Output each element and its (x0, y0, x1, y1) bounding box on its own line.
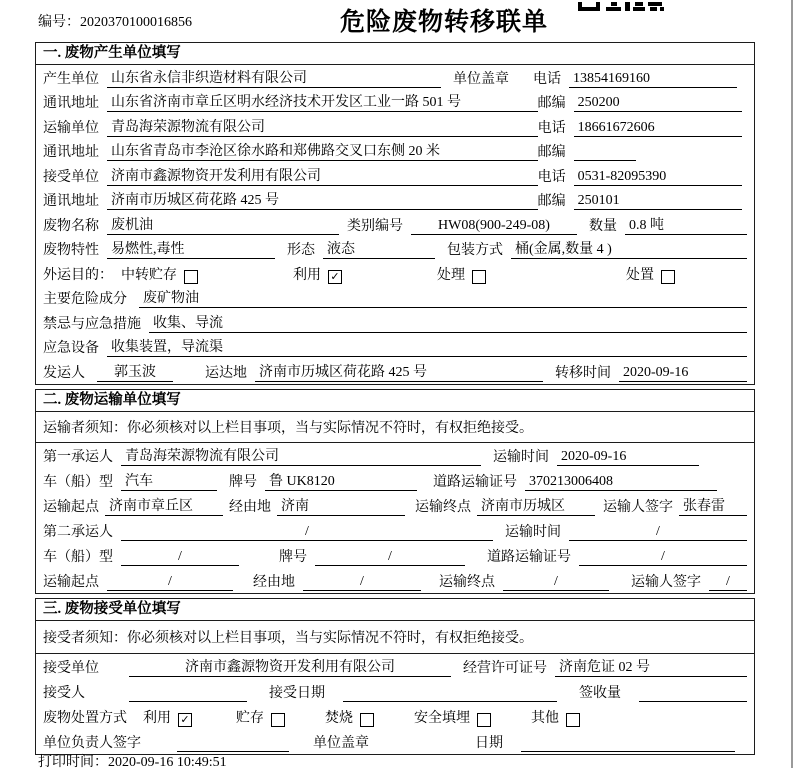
form-field: 液态 (323, 238, 435, 259)
purpose-dispose-label: 处置 (626, 267, 654, 283)
receiver-label: 接受单位 (43, 169, 99, 185)
responsible-sign-row (36, 729, 754, 754)
route2-start-field: / (107, 574, 233, 591)
route1-row (36, 493, 754, 518)
route2-end-field: / (503, 574, 609, 591)
section3-title: 三. 废物接受单位填写 (36, 599, 754, 621)
purpose-transfer-label: 中转贮存 (121, 267, 177, 283)
transporter-phone-field: 18661672606 (574, 120, 742, 137)
quantity-label: 数量 (589, 218, 617, 234)
serial-value: 2020370100016856 (80, 15, 192, 30)
purpose-use-label: 利用 (293, 267, 321, 283)
disposal-row (36, 704, 754, 729)
producer-zip-field: 250200 (574, 95, 742, 112)
accept-row (36, 679, 754, 704)
vehicle-type-label: 车（船）型 (43, 549, 113, 565)
serial-label: 编号： (38, 15, 80, 30)
waste-name-label: 废物名称 (43, 218, 99, 234)
qr-code-fragment (578, 0, 664, 16)
route2-row (36, 568, 754, 593)
purpose-use-checkbox: ✓ (328, 270, 342, 284)
disposal-burn-label: 焚烧 (325, 710, 353, 726)
destination-label: 运达地 (205, 365, 247, 381)
transport-notice-text: 你必须核对以上栏目事项，当与实际情况不符时，有权拒绝接受。 (127, 420, 533, 436)
disposal-landfill-checkbox (477, 713, 491, 727)
hazard-row (36, 286, 754, 311)
transporter-address-field: 山东省青岛市李沧区徐水路和郑佛路交叉口东侧 20 米 (107, 140, 538, 161)
zip-label: 邮编 (537, 194, 566, 209)
license-label: 经营许可证号 (463, 660, 547, 676)
carrier1-label: 第一承运人 (43, 449, 113, 465)
receive-notice-text: 你必须核对以上栏目事项，当与实际情况不符时，有权拒绝接受。 (127, 630, 533, 646)
road-permit-label: 道路运输证号 (487, 549, 571, 565)
disposal-landfill-label: 安全填埋 (414, 710, 470, 726)
purpose-treat-label: 处理 (437, 267, 465, 283)
producer-address-row (36, 90, 754, 115)
hazard-field: 废矿物油 (139, 287, 747, 308)
emergency-field: 收集、导流 (149, 312, 747, 333)
route1-start-field: 济南市章丘区 (105, 495, 223, 516)
destination-field: 济南市历城区荷花路 425 号 (255, 361, 543, 382)
producer-label: 产生单位 (43, 71, 99, 87)
receive-notice-label: 接受者须知： (43, 630, 127, 646)
plate-label: 牌号 (229, 474, 257, 490)
accept-date-field (343, 701, 557, 702)
section-producer (35, 42, 755, 385)
responsible-sign-label: 单位负责人签字 (43, 735, 141, 751)
route-end-label: 运输终点 (415, 499, 471, 515)
emergency-label: 禁忌与应急措施 (43, 316, 141, 332)
page-title: 危险废物转移联单 (339, 9, 548, 36)
unit-seal-label: 单位盖章 (453, 71, 509, 87)
packaging-field: 桶(金属,数量 4 ) (511, 238, 747, 259)
receive-unit-label: 接受单位 (43, 660, 99, 676)
dispatcher-label: 发运人 (43, 365, 85, 381)
quantity-field: 0.8 吨 (625, 214, 747, 235)
print-time-value: 2020-09-16 10:49:51 (108, 755, 227, 770)
transport-notice-label: 运输者须知： (43, 420, 127, 436)
vehicle1-permit-field: 370213006408 (525, 474, 717, 491)
transfer-time-field: 2020-09-16 (619, 365, 747, 382)
producer-row (36, 65, 754, 90)
accept-date-label: 接受日期 (269, 685, 325, 701)
address-label: 通讯地址 (43, 194, 99, 209)
waste-props-row (36, 237, 754, 262)
disposal-store-label: 贮存 (236, 710, 264, 726)
carrier1-time-field: 2020-09-16 (557, 449, 699, 466)
transfer-time-label: 转移时间 (555, 365, 611, 381)
unit-seal-label: 单位盖章 (313, 735, 369, 751)
section2-title: 二. 废物运输单位填写 (36, 390, 754, 412)
purpose-label: 外运目的： (43, 267, 113, 283)
carrier2-row (36, 518, 754, 543)
disposal-use-label: 利用 (143, 710, 171, 726)
accept-person-field (129, 701, 247, 702)
purpose-dispose-checkbox (661, 270, 675, 284)
purpose-row (36, 261, 754, 286)
hazard-label: 主要危险成分 (43, 292, 127, 307)
sign-date-field (521, 751, 735, 752)
transporter-label: 运输单位 (43, 120, 99, 136)
transporter-name-field: 青岛海荣源物流有限公司 (107, 116, 538, 137)
address-label: 通讯地址 (43, 96, 99, 111)
route-via-label: 经由地 (229, 499, 271, 515)
receipt-qty-field (639, 701, 747, 702)
receiver-address-row (36, 188, 754, 213)
document-header (0, 0, 796, 40)
equipment-label: 应急设备 (43, 341, 99, 356)
carrier1-name-field: 青岛海荣源物流有限公司 (121, 445, 481, 466)
route1-via-field: 济南 (277, 495, 405, 516)
waste-props-label: 废物特性 (43, 243, 99, 258)
plate-label: 牌号 (279, 549, 307, 565)
phone-label: 电话 (537, 169, 566, 185)
receiver-phone-field: 0531-82095390 (574, 169, 742, 186)
license-field: 济南危证 02 号 (555, 656, 747, 677)
producer-phone-field: 13854169160 (569, 71, 737, 88)
producer-address-field: 山东省济南市章丘区明水经济技术开发区工业一路 501 号 (107, 91, 538, 112)
accept-person-label: 接受人 (43, 685, 85, 701)
waste-name-row (36, 212, 754, 237)
equipment-row (36, 335, 754, 360)
form-label: 形态 (287, 243, 315, 258)
receive-notice (36, 621, 754, 654)
purpose-treat-checkbox (472, 270, 486, 284)
transporter-sign-label: 运输人签字 (603, 499, 673, 515)
producer-name-field: 山东省永信非织造材料有限公司 (107, 67, 441, 88)
transport-time-label: 运输时间 (493, 449, 549, 465)
vehicle2-row (36, 543, 754, 568)
route-start-label: 运输起点 (43, 574, 99, 590)
zip-label: 邮编 (537, 96, 566, 111)
receipt-qty-label: 签收量 (579, 685, 621, 701)
route-end-label: 运输终点 (439, 574, 495, 590)
receiver-address-field: 济南市历城区荷花路 425 号 (107, 189, 538, 210)
category-code-field: HW08(900-249-08) (411, 218, 577, 235)
packaging-label: 包装方式 (447, 243, 503, 258)
address-label: 通讯地址 (43, 145, 99, 160)
transport-notice (36, 412, 754, 443)
disposal-use-checkbox: ✓ (178, 713, 192, 727)
phone-label: 电话 (537, 120, 566, 136)
section-transport (35, 389, 755, 594)
section1-title: 一. 废物产生单位填写 (36, 43, 754, 65)
dispatcher-field: 郭玉波 (97, 361, 173, 382)
vehicle1-plate-field: 鲁 UK8120 (265, 470, 417, 491)
waste-name-field: 废机油 (107, 214, 339, 235)
disposal-store-checkbox (271, 713, 285, 727)
disposal-other-label: 其他 (531, 710, 559, 726)
receiver-name-field: 济南市鑫源物资开发利用有限公司 (107, 165, 538, 186)
disposal-burn-checkbox (360, 713, 374, 727)
vehicle2-plate-field: / (315, 549, 465, 566)
carrier1-row (36, 443, 754, 468)
route-start-label: 运输起点 (43, 499, 99, 515)
receive-unit-row (36, 654, 754, 679)
receiver-row (36, 163, 754, 188)
phone-label: 电话 (533, 71, 561, 87)
equipment-field: 收集装置，导流渠 (107, 336, 747, 357)
dispatch-row (36, 359, 754, 384)
vehicle-type-label: 车（船）型 (43, 474, 113, 490)
receiver-zip-field: 250101 (574, 193, 742, 210)
vehicle2-type-field: / (121, 549, 239, 566)
transporter-address-row (36, 139, 754, 164)
disposal-method-label: 废物处置方式 (43, 710, 127, 726)
carrier2-time-field: / (569, 524, 747, 541)
print-time-label: 打印时间： (38, 755, 108, 770)
route2-sign-field: / (709, 574, 747, 591)
disposal-other-checkbox (566, 713, 580, 727)
receive-unit-field: 济南市鑫源物资开发利用有限公司 (129, 656, 451, 677)
route-via-label: 经由地 (253, 574, 295, 590)
vehicle1-type-field: 汽车 (121, 470, 217, 491)
carrier2-label: 第二承运人 (43, 524, 113, 540)
route2-via-field: / (303, 574, 421, 591)
transporter-sign-label: 运输人签字 (631, 574, 701, 590)
date-label: 日期 (475, 735, 503, 751)
transporter-zip-field (574, 160, 636, 161)
section-receive (35, 598, 755, 755)
route1-sign-field: 张春雷 (679, 495, 747, 516)
purpose-transfer-checkbox (184, 270, 198, 284)
transport-time-label: 运输时间 (505, 524, 561, 540)
emergency-row (36, 310, 754, 335)
carrier2-name-field: / (121, 524, 493, 541)
page-right-edge (791, 0, 793, 768)
zip-label: 邮编 (537, 145, 566, 160)
road-permit-label: 道路运输证号 (433, 474, 517, 490)
vehicle1-row (36, 468, 754, 493)
waste-props-field: 易燃性,毒性 (107, 238, 275, 259)
vehicle2-permit-field: / (579, 549, 747, 566)
category-code-label: 类别编号 (347, 218, 403, 234)
print-time (38, 751, 227, 771)
route1-end-field: 济南市历城区 (477, 495, 595, 516)
transporter-row (36, 114, 754, 139)
